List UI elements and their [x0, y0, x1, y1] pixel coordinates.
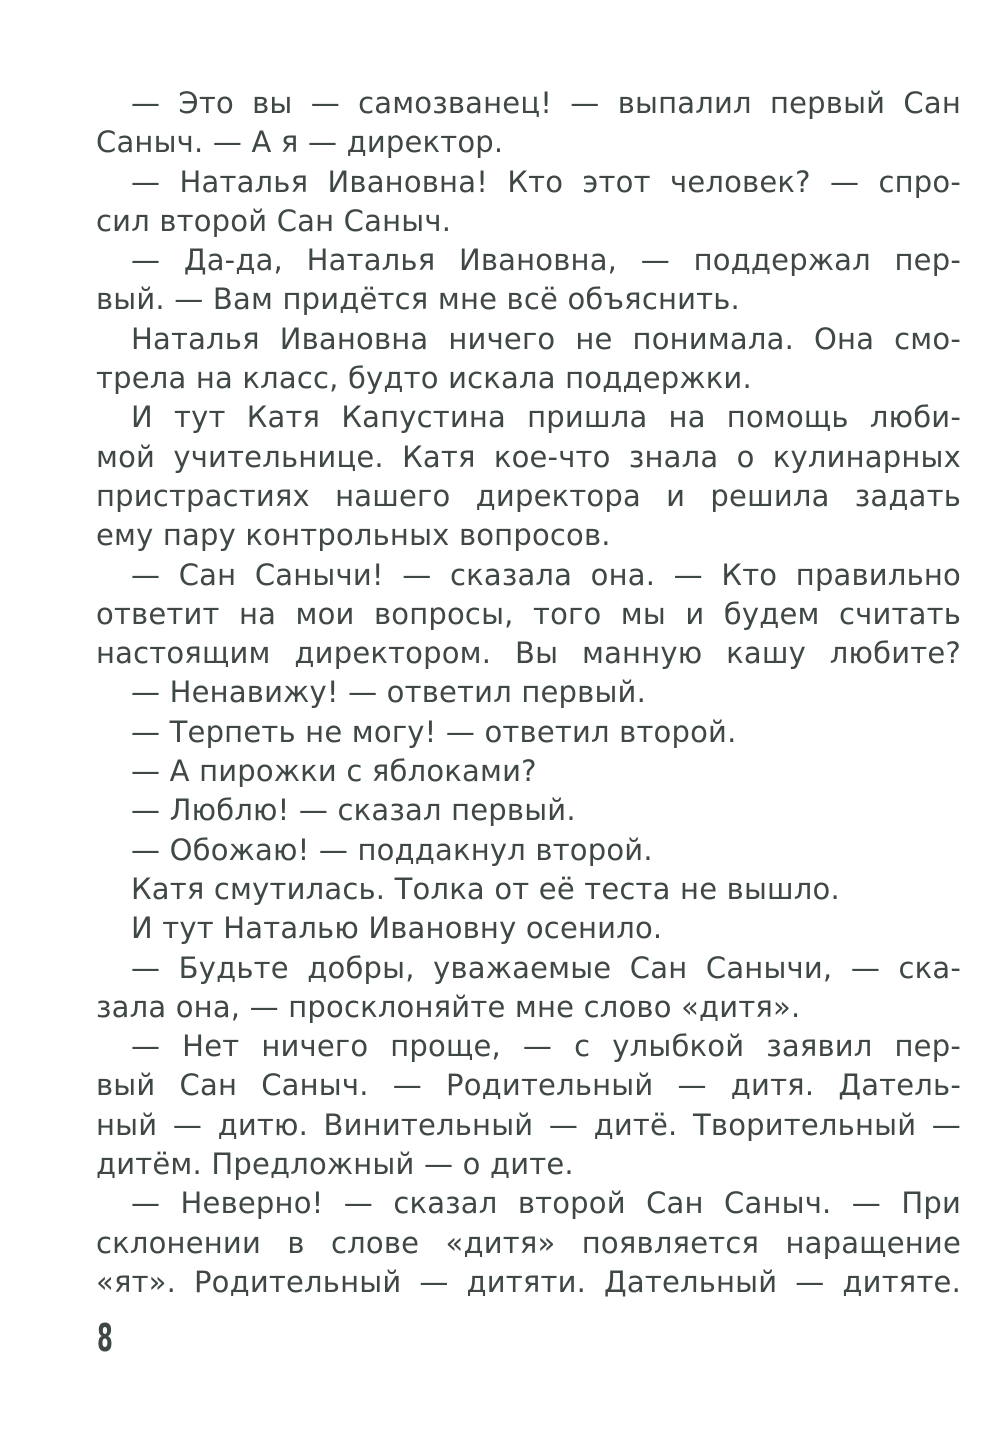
text-line: Наталья Ивановна ничего не понимала. Она смо- [131, 321, 961, 356]
text-line: «ят». Родительный — дитяти. Дательный — дитяте. [96, 1264, 961, 1299]
text-line: — Наталья Ивановна! Кто этот человек? — спро- [131, 164, 961, 199]
text-line: — Да-да, Наталья Ивановна, — поддержал пер- [131, 243, 961, 278]
text-line: пристрастиях нашего директора и решила задать [96, 478, 961, 513]
text-line: — Будьте добры, уважаемые Сан Санычи, — ска- [131, 950, 961, 985]
text-line: — Терпеть не могу! — ответил второй. [131, 714, 737, 749]
text-line: ответит на мои вопросы, того мы и будем считать [96, 596, 961, 631]
text-line: дитём. Предложный — о дите. [96, 1147, 574, 1182]
text-line: — Сан Санычи! — сказала она. — Кто правильно [131, 557, 961, 592]
text-line: Катя смутилась. Толка от её теста не вышло. [131, 871, 840, 906]
text-line: — А пирожки с яблоками? [131, 754, 537, 789]
text-line: склонении в слове «дитя» появляется наращение [96, 1225, 961, 1260]
text-line: ный — дитю. Винительный — дитё. Творительный — [96, 1107, 961, 1142]
text-line: зала она, — просклоняйте мне слово «дитя». [96, 989, 801, 1024]
text-line: И тут Катя Капустина пришла на помощь люби- [131, 400, 961, 435]
text-line: вый Сан Саныч. — Родительный — дитя. Датель- [96, 1068, 961, 1103]
text-line: Саныч. — А я — директор. [96, 125, 504, 160]
page-number: 8 [97, 1316, 113, 1360]
text-line: — Неверно! — сказал второй Сан Саныч. — При [131, 1186, 961, 1221]
text-line: — Это вы — самозванец! — выпалил первый Сан [131, 86, 961, 120]
text-line: сил второй Сан Саныч. [96, 203, 452, 238]
text-line: — Обожаю! — поддакнул второй. [131, 832, 653, 867]
text-line: ему пару контрольных вопросов. [96, 518, 611, 553]
body-text [96, 84, 961, 1302]
text-line: вый. — Вам придётся мне всё объяснить. [96, 282, 740, 317]
text-line: — Ненавижу! — ответил первый. [131, 675, 647, 710]
text-line: И тут Наталью Ивановну осенило. [131, 911, 663, 946]
text-line: — Люблю! — сказал первый. [131, 793, 576, 828]
text-line: мой учительнице. Катя кое-что знала о кулинарных [96, 439, 961, 474]
text-line: настоящим директором. Вы манную кашу любите? [96, 636, 961, 671]
text-line: — Нет ничего проще, — с улыбкой заявил пер- [131, 1029, 961, 1064]
text-line: трела на класс, будто искала поддержки. [96, 361, 752, 396]
